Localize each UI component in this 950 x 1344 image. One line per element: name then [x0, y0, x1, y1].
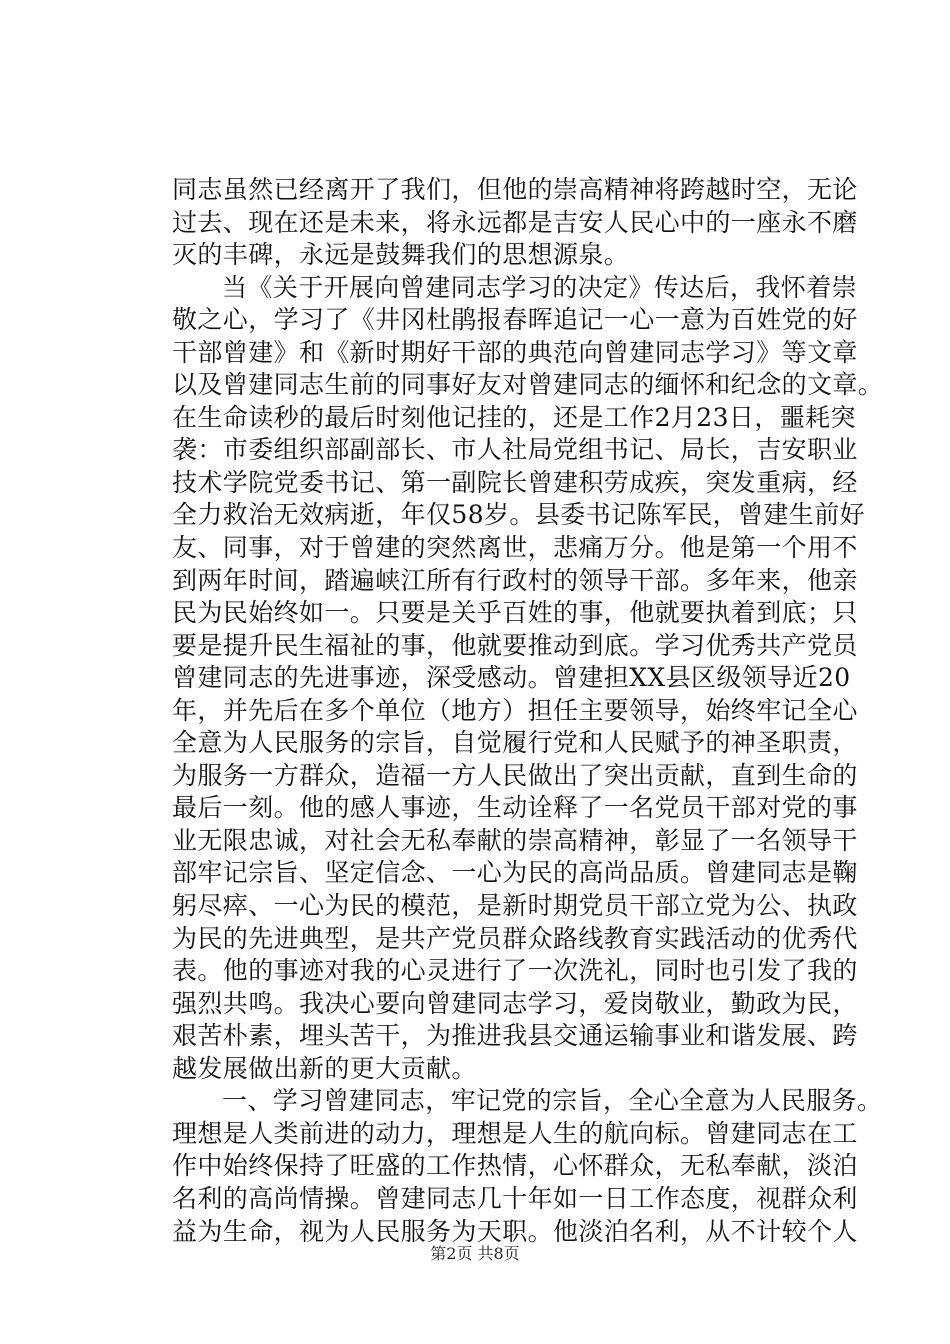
- text-line: 为民的先进典型，是共产党员群众路线教育实践活动的优秀代: [172, 923, 858, 953]
- text-line: 业无限忠诚，对社会无私奉献的崇高精神，彰显了一名领导干: [172, 825, 858, 855]
- text-line: 为服务一方群众，造福一方人民做出了突出贡献，直到生命的: [172, 760, 858, 790]
- text-line: 过去、现在还是未来，将永远都是吉安人民心中的一座永不磨: [172, 207, 858, 237]
- text-line: 躬尽瘁、一心为民的模范，是新时期党员干部立党为公、执政: [172, 891, 858, 921]
- text-line: 干部曾建》和《新时期好干部的典范向曾建同志学习》等文章: [172, 337, 858, 367]
- text-line: 同志虽然已经离开了我们，但他的崇高精神将跨越时空，无论: [172, 175, 858, 204]
- text-line: 理想是人类前进的动力，理想是人生的航向标。曾建同志在工: [172, 1118, 858, 1148]
- text-line: 敬之心，学习了《井冈杜鹃报春晖追记一心一意为百姓党的好: [172, 305, 858, 335]
- text-line: 越发展做出新的更大贡献。: [172, 1053, 477, 1083]
- text-line: 友、同事，对于曾建的突然离世，悲痛万分。他是第一个用不: [172, 533, 858, 563]
- text-line: 年，并先后在多个单位（地方）担任主要领导，始终牢记全心: [172, 695, 858, 725]
- text-line: 袭：市委组织部副部长、市人社局党组书记、局长，吉安职业: [172, 435, 858, 465]
- text-line: 在生命读秒的最后时刻他记挂的，还是工作2月23日，噩耗突: [172, 402, 856, 432]
- text-line: 要是提升民生福祉的事，他就要推动到底。学习优秀共产党员: [172, 630, 858, 660]
- text-line: 部牢记宗旨、坚定信念、一心为民的高尚品质。曾建同志是鞠: [172, 858, 858, 888]
- text-line: 全力救治无效病逝，年仅58岁。县委书记陈军民，曾建生前好: [172, 500, 866, 530]
- text-line: 到两年时间，踏遍峡江所有行政村的领导干部。多年来，他亲: [172, 565, 858, 595]
- text-line: 表。他的事迹对我的心灵进行了一次洗礼，同时也引发了我的: [172, 956, 858, 986]
- text-line: 强烈共鸣。我决心要向曾建同志学习，爱岗敬业，勤政为民，: [172, 988, 858, 1018]
- paragraph-start-line: 当《关于开展向曾建同志学习的决定》传达后，我怀着崇: [222, 272, 858, 302]
- text-line: 作中始终保持了旺盛的工作热情，心怀群众，无私奉献，淡泊: [172, 1151, 858, 1181]
- text-line: 艰苦朴素，埋头苦干，为推进我县交通运输事业和谐发展、跨: [172, 1021, 858, 1051]
- text-line: 民为民始终如一。只要是关乎百姓的事，他就要执着到底；只: [172, 598, 858, 628]
- text-line: 灭的丰碑，永远是鼓舞我们的思想源泉。: [172, 240, 630, 270]
- text-line: 技术学院党委书记、第一副院长曾建积劳成疾，突发重病，经: [172, 467, 858, 497]
- text-line: 曾建同志的先进事迹，深受感动。曾建担XX县区级领导近20: [172, 663, 851, 693]
- body-text: [172, 174, 884, 1248]
- section-heading-line: 一、学习曾建同志，牢记党的宗旨，全心全意为人民服务。: [222, 1086, 883, 1116]
- text-line: 名利的高尚情操。曾建同志几十年如一日工作态度，视群众利: [172, 1183, 858, 1213]
- text-line: 全意为人民服务的宗旨，自觉履行党和人民赋予的神圣职责，: [172, 728, 858, 758]
- page-number-footer: 第2页 共8页: [430, 1244, 520, 1263]
- text-line: 以及曾建同志生前的同事好友对曾建同志的缅怀和纪念的文章。: [172, 370, 884, 400]
- text-line: 最后一刻。他的感人事迹，生动诠释了一名党员干部对党的事: [172, 793, 858, 823]
- text-line: 益为生命，视为人民服务为天职。他淡泊名利，从不计较个人: [172, 1216, 858, 1246]
